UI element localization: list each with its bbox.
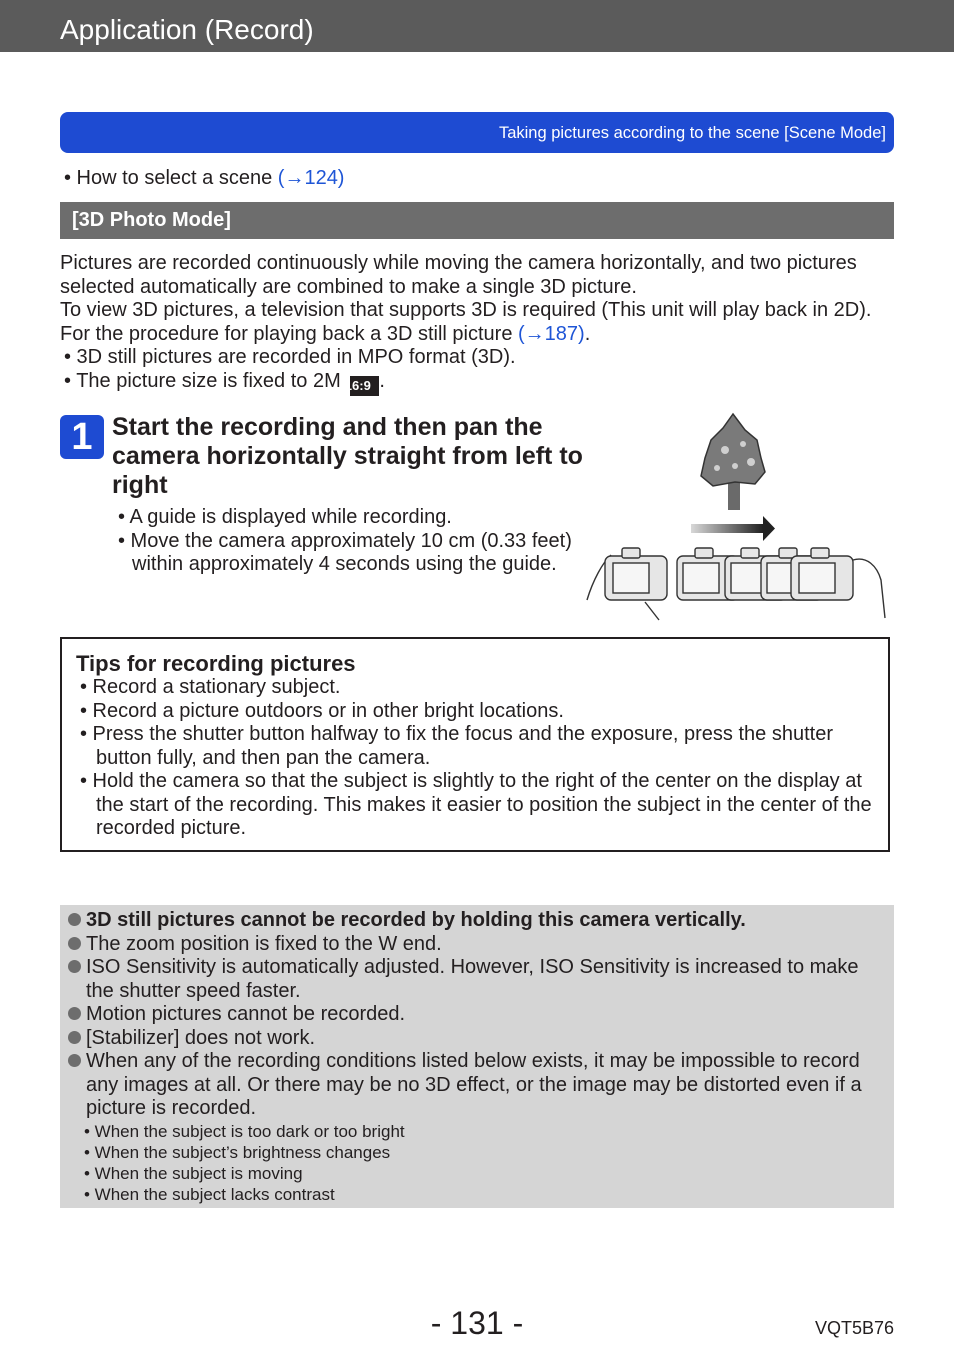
bullet-dot-icon [68,937,81,950]
camera-icon [587,548,885,620]
section-tab-label: Taking pictures according to the scene [Scene Mode] [498,124,886,142]
page-header-title: Application (Record) [60,14,314,45]
intro-text [60,252,894,396]
note-item-stabilizer [68,1027,888,1051]
tips-box [60,637,890,852]
bullet-dot-icon [68,1031,81,1044]
note-item-conditions [68,1050,888,1121]
bullet-dot-icon [68,1007,81,1020]
tips-list [80,676,880,841]
intro-bullet-size-end: . [379,369,385,392]
tips-item: • Record a picture outdoors or in other bright locations. [80,699,564,722]
step-bullets [116,506,586,577]
note-item-zoom [68,933,888,957]
notes-box [60,905,894,1208]
note-text: Motion pictures cannot be recorded. [86,1003,406,1025]
step-number-badge: 1 [60,415,104,459]
tree-icon [701,414,765,510]
note-item-vertical [68,909,888,933]
how-to-select-text: • How to select a scene [64,167,278,189]
panning-illustration [585,410,895,625]
intro-bullet-size [60,370,894,396]
notes-list [68,909,888,1205]
note-text: 3D still pictures cannot be recorded by holding this camera vertically. [86,909,746,931]
intro-bullet-size-text: • The picture size is fixed to 2M [64,369,347,392]
page-number: - 131 - [430,1305,524,1341]
tips-item: • Hold the camera so that the subject is slightly to the right of the center on the display at the start of the recording. This makes it easier to position the subject in the center of the recorded picture. [80,770,872,839]
bullet-dot-icon [68,1054,81,1067]
note-text: When any of the recording conditions listed below exists, it may be impossible to record any images at all. Or there may be no 3D effect, or the image may be distorted even if a picture is recorded. [86,1050,862,1119]
header-bar [0,0,954,52]
model-code: VQT5B76 [814,1318,894,1338]
note-text: ISO Sensitivity is automatically adjusted. However, ISO Sensitivity is increased to make the shutter speed faster. [86,956,859,1002]
section-heading-bar [60,202,894,239]
note-subitem: • When the subject lacks contrast [84,1184,335,1204]
bullet-dot-icon [68,960,81,973]
tips-item: • Record a stationary subject. [80,676,341,698]
intro-paragraph-2 [60,299,894,346]
note-subitem: • When the subject is too dark or too bright [84,1121,405,1141]
intro-paragraph-2-end: . [584,322,591,345]
aspect-16-9-icon: 16:9 [350,376,379,396]
step-bullet-move: • Move the camera approximately 10 cm (0.33 feet) within approximately 4 seconds using the guide. [118,529,572,575]
tips-title: Tips for recording pictures [76,651,356,676]
note-subitem: • When the subject is moving [84,1163,303,1183]
note-subitem: • When the subject’s brightness changes [84,1142,391,1162]
section-tab [60,112,894,153]
intro-paragraph-1: Pictures are recorded continuously while moving the camera horizontally, and two pictures selected automatically are combined to make a single 3D picture. [60,252,857,298]
note-item-iso [68,956,888,1003]
tips-item: • Press the shutter button halfway to fix the focus and the exposure, press the shutter button fully, and then pan the camera. [80,723,833,769]
intro-bullet-mpo: • 3D still pictures are recorded in MPO format (3D). [64,346,516,368]
page-ref-link-187[interactable]: (→187) [518,322,585,345]
bullet-dot-icon [68,913,81,926]
intro-paragraph-2-text: To view 3D pictures, a television that supports 3D is required (This unit will play back in 2D). For the procedure for playing back a 3D still picture [60,299,872,345]
step-bullet-guide: • A guide is displayed while recording. [118,506,452,528]
note-item-motion [68,1003,888,1027]
right-arrow-icon [691,516,775,541]
how-to-select-line [64,167,344,191]
note-text: The zoom position is fixed to the W end. [86,932,442,955]
section-heading: [3D Photo Mode] [72,209,231,231]
page-ref-link-124[interactable]: (→124) [277,167,345,189]
note-text: [Stabilizer] does not work. [86,1026,315,1049]
step-title: Start the recording and then pan the camera horizontally straight from left to right [112,413,583,499]
